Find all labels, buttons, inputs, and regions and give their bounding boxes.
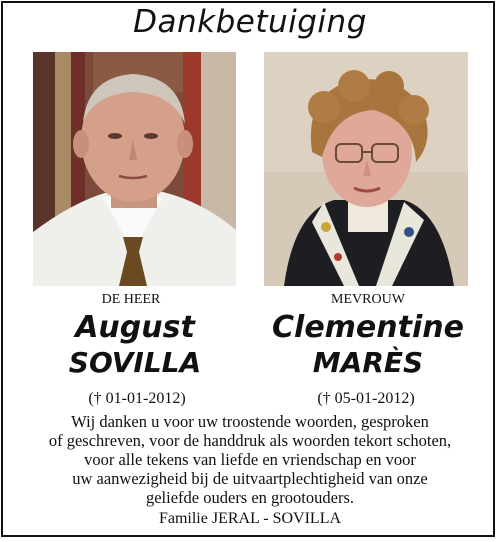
- last-name-right: MARÈS: [312, 346, 424, 379]
- prefix-left: DE HEER: [101, 292, 161, 307]
- first-name-right: Clementine: [272, 310, 464, 345]
- message-line: Wij danken u voor uw troostende woorden, gesproken: [71, 412, 429, 431]
- prefix-right: MEVROUW: [331, 292, 405, 307]
- page-title: Dankbetuiging: [133, 4, 367, 40]
- message-line: geliefde ouders en grootouders.: [145, 488, 354, 507]
- thank-you-message: [0, 412, 500, 507]
- last-name-left: SOVILLA: [68, 346, 202, 379]
- family-signature: Familie JERAL - SOVILLA: [158, 510, 342, 527]
- death-date-right: († 05-01-2012): [317, 390, 415, 407]
- message-line: of geschreven, voor de handdruk als woorden tekort schoten,: [48, 431, 452, 450]
- message-line: uw aanwezigheid bij de uitvaartplechtigheid van onze: [72, 469, 428, 488]
- message-line: voor alle tekens van liefde en vriendschap en voor: [84, 450, 416, 469]
- death-date-left: († 01-01-2012): [88, 390, 186, 407]
- portrait-photo-clementine: [264, 52, 468, 286]
- first-name-left: August: [75, 310, 195, 345]
- portrait-photo-august: [33, 52, 236, 286]
